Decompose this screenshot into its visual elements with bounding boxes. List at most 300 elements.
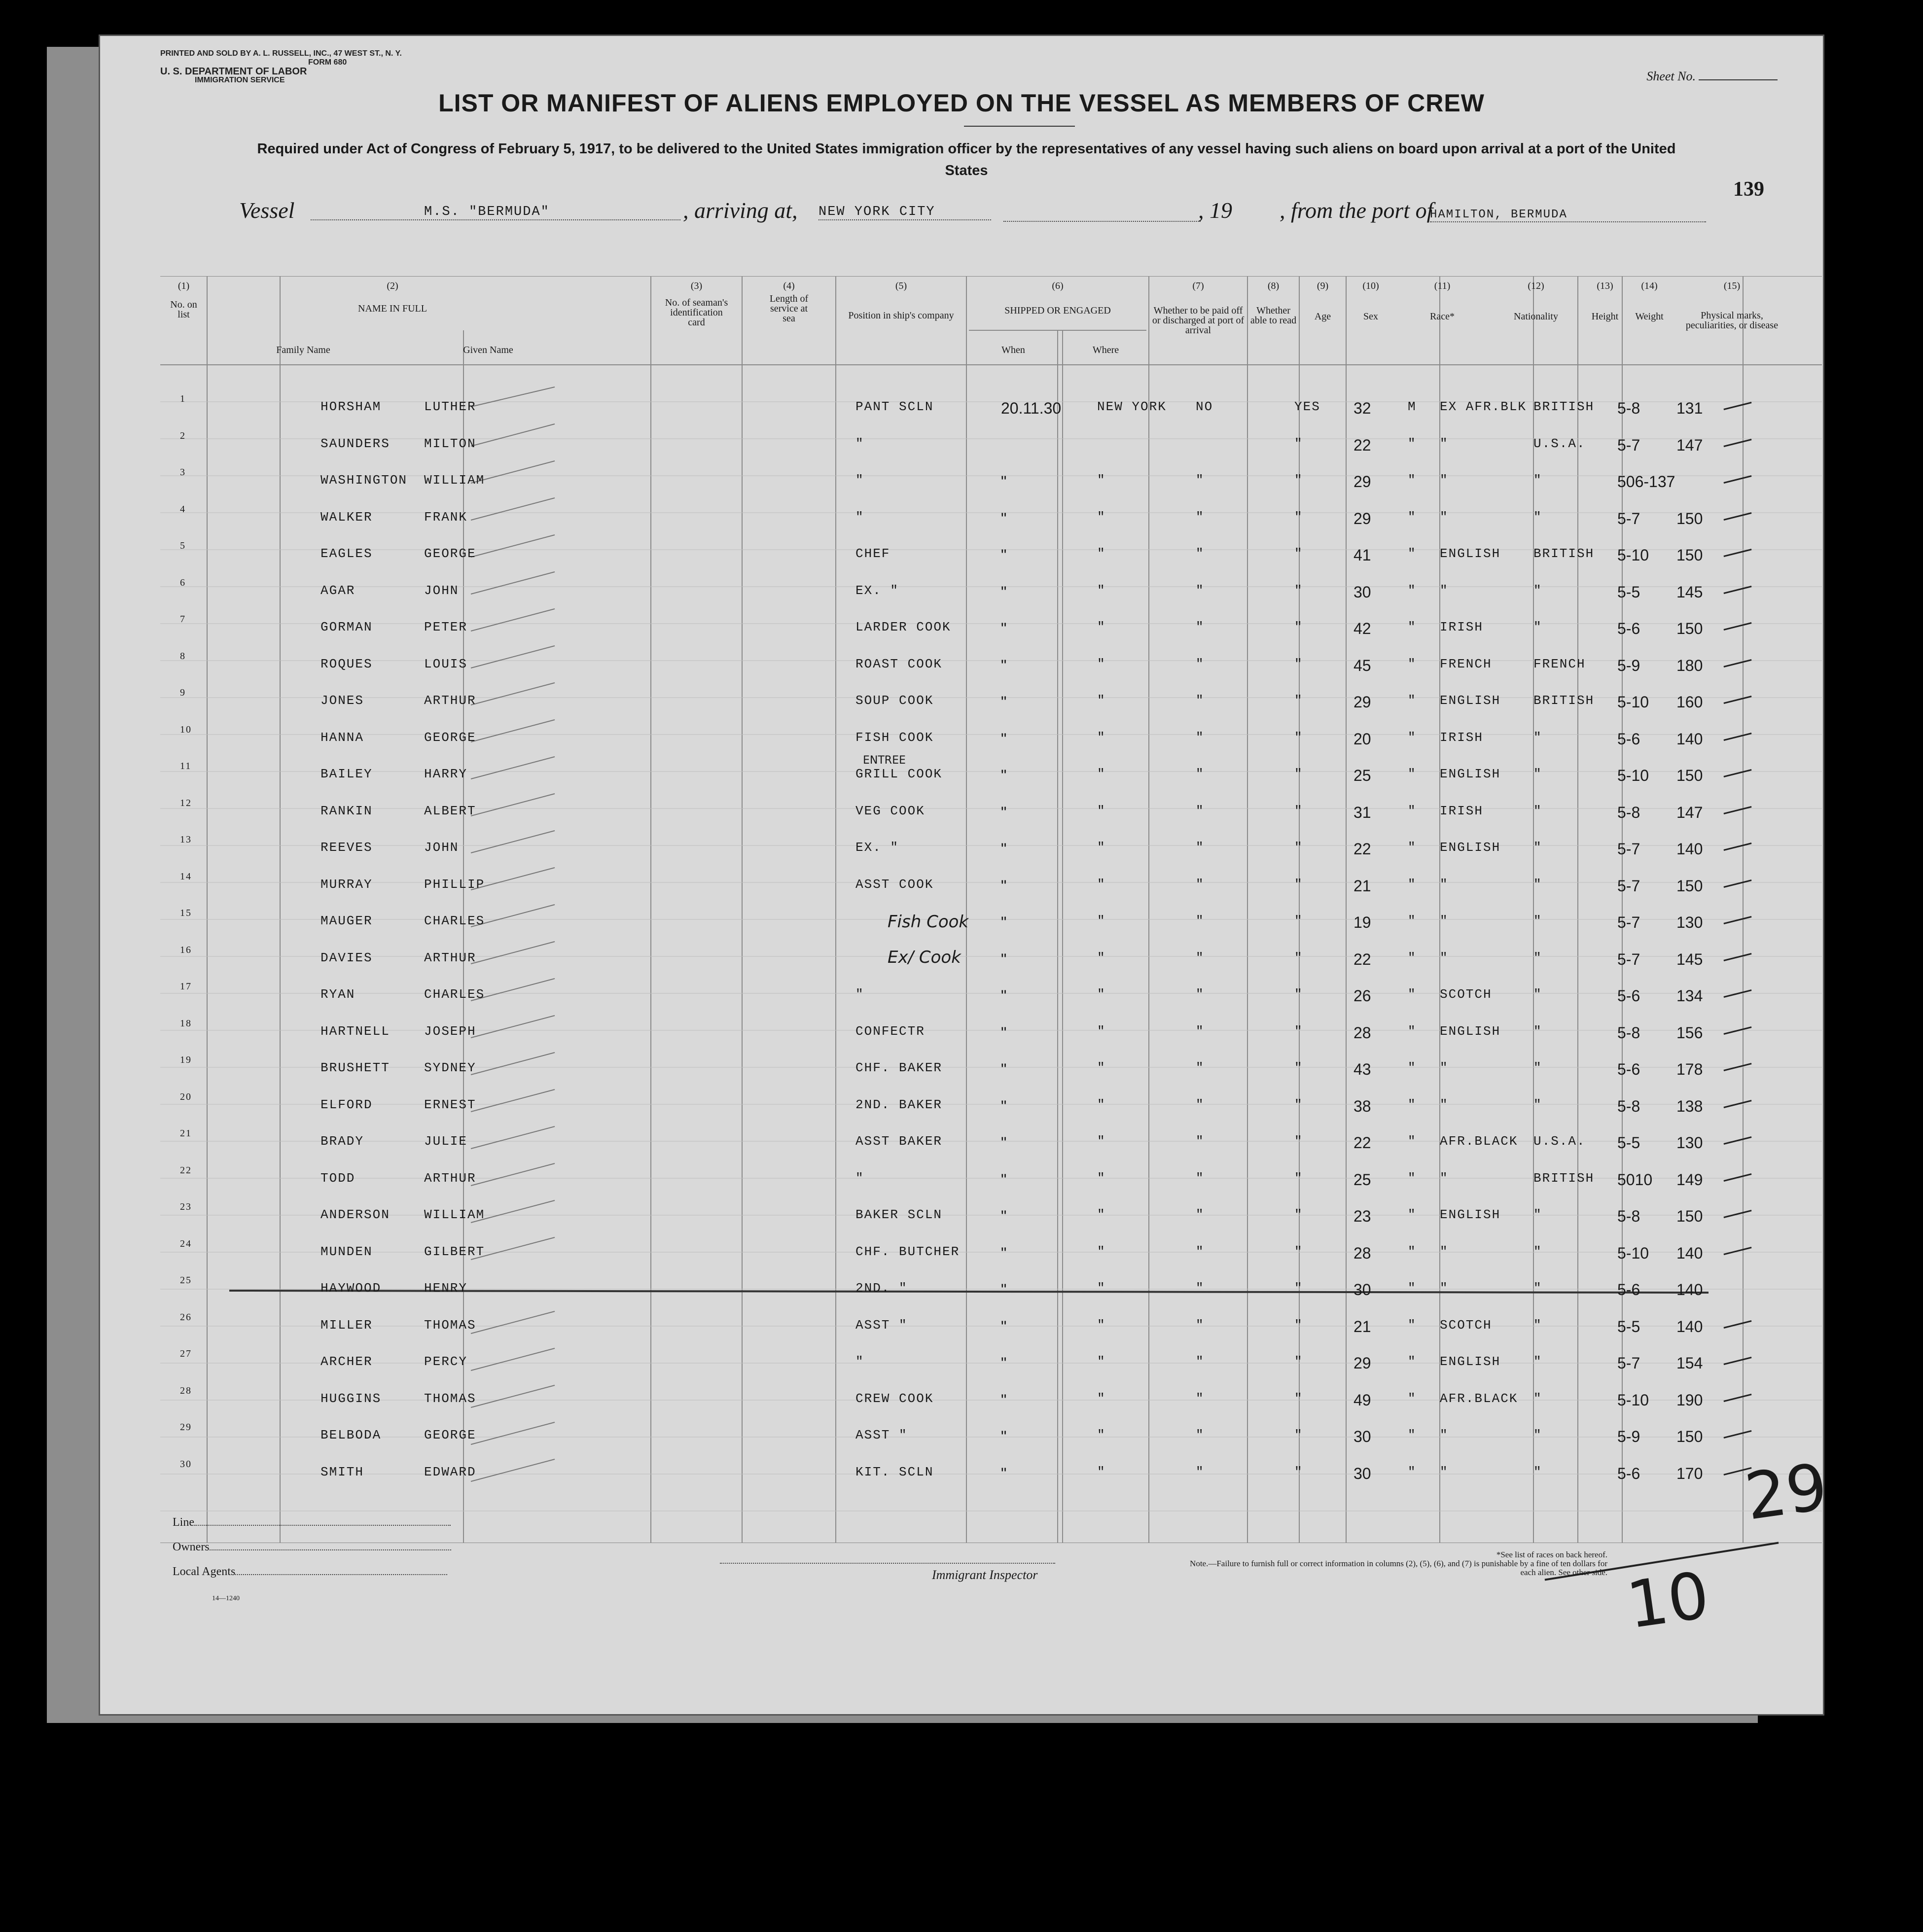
service-name: IMMIGRATION SERVICE — [195, 76, 285, 84]
sheet-number-label: Sheet No. — [1646, 69, 1696, 83]
sex: " — [1408, 1391, 1417, 1406]
check-mark — [1723, 806, 1751, 814]
nationality: " — [1533, 1281, 1542, 1296]
family-name: EAGLES — [320, 546, 373, 561]
shipped-when: " — [1001, 509, 1007, 527]
nationality: " — [1533, 840, 1542, 855]
position: ASST " — [855, 1317, 908, 1333]
able-to-read: " — [1294, 950, 1303, 965]
arriving-label: , arriving at, — [683, 198, 798, 223]
col-label: Weight — [1635, 311, 1664, 322]
able-to-read: " — [1294, 1207, 1303, 1222]
family-name: BRUSHETT — [320, 1060, 390, 1075]
height: 5-6 — [1617, 987, 1640, 1005]
row-number: 3 — [180, 467, 186, 478]
able-to-read: " — [1294, 1170, 1303, 1186]
family-name: MUNDEN — [320, 1244, 373, 1259]
position: " — [855, 436, 864, 451]
row-number: 6 — [180, 577, 186, 588]
sex: " — [1408, 656, 1417, 671]
check-mark — [1723, 586, 1751, 594]
given-name: JULIE — [424, 1134, 468, 1149]
position: " — [855, 987, 864, 1002]
given-name: CHARLES — [424, 987, 485, 1002]
race: IRISH — [1440, 730, 1484, 745]
nationality: " — [1533, 1060, 1542, 1075]
sex: " — [1408, 1244, 1417, 1259]
col-label: Height — [1591, 311, 1619, 322]
family-name: MURRAY — [320, 877, 373, 892]
height: 5-5 — [1617, 1134, 1640, 1152]
nationality: " — [1533, 1391, 1542, 1406]
col-sub-where: Where — [1092, 345, 1119, 355]
col-number: (10) — [1362, 281, 1379, 291]
position: SOUP COOK — [855, 693, 934, 708]
line-label: Line — [173, 1516, 194, 1529]
race: ENGLISH — [1440, 1207, 1501, 1222]
height: 5-10 — [1617, 546, 1649, 564]
weight: 149 — [1676, 1170, 1703, 1189]
nationality: " — [1533, 473, 1542, 488]
row-number: 19 — [180, 1054, 192, 1065]
shipped-when: " — [1001, 840, 1007, 858]
family-name: DAVIES — [320, 950, 373, 965]
sex: " — [1408, 987, 1417, 1002]
age: 32 — [1353, 399, 1371, 417]
paid-off: " — [1196, 1317, 1205, 1333]
age: 21 — [1353, 1317, 1371, 1335]
sex: " — [1408, 509, 1417, 525]
age: 25 — [1353, 767, 1371, 784]
row-number: 22 — [180, 1164, 192, 1176]
paid-off: " — [1196, 913, 1205, 928]
weight: 140 — [1676, 1244, 1703, 1262]
col-sub-given: Given Name — [463, 345, 513, 355]
shipped-where: " — [1097, 913, 1106, 928]
row-number: 9 — [180, 687, 186, 698]
shipped-when: " — [1001, 693, 1007, 711]
height: 5-8 — [1617, 1023, 1640, 1042]
row-number: 15 — [180, 908, 192, 918]
col-label: Age — [1314, 311, 1331, 322]
paid-off: " — [1196, 1464, 1205, 1479]
row-number: 20 — [180, 1091, 192, 1102]
col-number: (13) — [1597, 281, 1613, 291]
paid-off: " — [1196, 987, 1205, 1002]
arriving-port: NEW YORK CITY — [819, 205, 991, 220]
weight: 134 — [1676, 987, 1703, 1005]
sex: " — [1408, 1134, 1417, 1149]
col-label: Position in ship's company — [848, 310, 954, 321]
position: EX. " — [855, 840, 899, 855]
height: 5-6 — [1617, 1281, 1640, 1299]
sex: M — [1408, 399, 1417, 414]
nationality: " — [1533, 509, 1542, 525]
race: EX AFR.BLK — [1440, 399, 1527, 414]
col-number: (14) — [1641, 281, 1658, 291]
family-name: REEVES — [320, 840, 373, 855]
able-to-read: " — [1294, 656, 1303, 671]
race: " — [1440, 1244, 1449, 1259]
col-number: (9) — [1317, 281, 1329, 291]
owners-field — [173, 1541, 451, 1554]
given-name: WILLIAM — [424, 473, 485, 488]
check-mark — [1723, 402, 1751, 410]
owners-label: Owners — [173, 1541, 210, 1553]
able-to-read: " — [1294, 546, 1303, 561]
able-to-read: " — [1294, 987, 1303, 1002]
race: " — [1440, 1428, 1449, 1442]
sex: " — [1408, 1317, 1417, 1333]
check-mark — [1723, 879, 1751, 888]
shipped-when: " — [1001, 877, 1007, 895]
weight: 180 — [1676, 656, 1703, 674]
height: 5-5 — [1617, 583, 1640, 601]
nationality: " — [1533, 1464, 1542, 1479]
family-name: BELBODA — [320, 1428, 382, 1442]
paid-off: " — [1196, 583, 1205, 598]
row-number: 4 — [180, 503, 186, 515]
row16-position-handwritten: Ex/ Cook — [888, 948, 961, 967]
race: " — [1440, 877, 1449, 892]
weight: 154 — [1676, 1354, 1703, 1372]
check-mark — [1723, 1063, 1751, 1071]
check-mark — [1723, 1394, 1751, 1402]
sex: " — [1408, 1354, 1417, 1369]
height: 506-137 — [1617, 473, 1675, 491]
position: " — [855, 473, 864, 488]
row-number: 10 — [180, 724, 192, 735]
weight: 140 — [1676, 1281, 1703, 1299]
able-to-read: YES — [1294, 399, 1320, 414]
nationality: " — [1533, 803, 1542, 818]
sex: " — [1408, 1428, 1417, 1442]
col-label: Nationality — [1514, 311, 1558, 322]
weight: 130 — [1676, 913, 1703, 931]
shipped-where: " — [1097, 693, 1106, 708]
col-label: No. of seaman's identification card — [665, 297, 728, 328]
age: 45 — [1353, 656, 1371, 674]
family-name: GORMAN — [320, 620, 373, 634]
row-number: 25 — [180, 1275, 192, 1286]
nationality: " — [1533, 987, 1542, 1002]
shipped-when: 20.11.30 — [1001, 399, 1062, 417]
nationality: " — [1533, 1244, 1542, 1259]
page-subtitle: Required under Act of Congress of February 5, 1917, to be delivered to the United States immigration officer by the representatives of any vessel having such aliens on board upon arrival at a port of the United States — [257, 141, 1676, 178]
weight: 190 — [1676, 1391, 1703, 1409]
family-name: HANNA — [320, 730, 364, 745]
height: 5-10 — [1617, 767, 1649, 784]
check-mark — [1723, 696, 1751, 704]
age: 22 — [1353, 840, 1371, 858]
row-number: 2 — [180, 430, 186, 441]
race: " — [1440, 1281, 1449, 1296]
paid-off: " — [1196, 620, 1205, 634]
family-name: WALKER — [320, 509, 373, 525]
vessel-label: Vessel — [239, 198, 295, 223]
family-name: BAILEY — [320, 767, 373, 781]
shipped-where: " — [1097, 509, 1106, 525]
check-mark — [1723, 1320, 1751, 1329]
family-name: JONES — [320, 693, 364, 708]
race: " — [1440, 950, 1449, 965]
given-name: ARTHUR — [424, 1170, 476, 1186]
race: ENGLISH — [1440, 1354, 1501, 1369]
row-number: 24 — [180, 1238, 192, 1249]
given-name: GILBERT — [424, 1244, 485, 1259]
position: 2ND. BAKER — [855, 1097, 943, 1112]
given-name: ERNEST — [424, 1097, 476, 1112]
paid-off: " — [1196, 950, 1205, 965]
row-number: 17 — [180, 981, 192, 992]
age: 21 — [1353, 877, 1371, 895]
shipped-when: " — [1001, 913, 1007, 931]
race: AFR.BLACK — [1440, 1391, 1518, 1406]
col-label: Length of service at sea — [769, 293, 809, 324]
row-number: 13 — [180, 834, 192, 845]
col-number: (2) — [387, 281, 398, 291]
position: EX. " — [855, 583, 899, 598]
age: 28 — [1353, 1023, 1371, 1042]
shipped-where: " — [1097, 583, 1106, 598]
sex: " — [1408, 767, 1417, 781]
weight: 156 — [1676, 1023, 1703, 1042]
shipped-when: " — [1001, 1281, 1007, 1299]
position: ROAST COOK — [855, 656, 943, 671]
sex: " — [1408, 1207, 1417, 1222]
able-to-read: " — [1294, 583, 1303, 598]
height: 5-6 — [1617, 730, 1640, 748]
check-mark — [1723, 989, 1751, 998]
age: 49 — [1353, 1391, 1371, 1409]
given-name: PHILLIP — [424, 877, 485, 892]
shipped-when: " — [1001, 730, 1007, 748]
footer-notes — [1174, 1550, 1607, 1577]
paid-off: " — [1196, 1391, 1205, 1406]
able-to-read: " — [1294, 767, 1303, 781]
age: 29 — [1353, 693, 1371, 711]
given-name: FRANK — [424, 509, 468, 525]
height: 5-10 — [1617, 1244, 1649, 1262]
paid-off: " — [1196, 877, 1205, 892]
height: 5-8 — [1617, 1207, 1640, 1225]
paid-off: " — [1196, 1207, 1205, 1222]
height: 5-8 — [1617, 803, 1640, 821]
check-mark — [1723, 549, 1751, 557]
age: 31 — [1353, 803, 1371, 821]
nationality: " — [1533, 730, 1542, 745]
col-label: No. on list — [170, 299, 197, 320]
given-name: PETER — [424, 620, 468, 634]
given-name: EDWARD — [424, 1464, 476, 1479]
shipped-when: " — [1001, 583, 1007, 601]
able-to-read: " — [1294, 877, 1303, 892]
check-mark — [1723, 622, 1751, 631]
race: FRENCH — [1440, 656, 1492, 671]
paid-off: " — [1196, 509, 1205, 525]
race: " — [1440, 1464, 1449, 1479]
printer-line: PRINTED AND SOLD BY A. L. RUSSELL, INC., 47 WEST ST., N. Y. — [160, 49, 402, 58]
weight: 150 — [1676, 1207, 1703, 1225]
row-number: 1 — [180, 393, 186, 404]
race: SCOTCH — [1440, 1317, 1492, 1333]
able-to-read: " — [1294, 803, 1303, 818]
family-name: SAUNDERS — [320, 436, 390, 451]
col-number: (1) — [178, 281, 190, 291]
given-name: THOMAS — [424, 1391, 476, 1406]
given-name: SYDNEY — [424, 1060, 476, 1075]
position: ASST " — [855, 1428, 908, 1442]
row-number: 14 — [180, 871, 192, 882]
height: 5-9 — [1617, 1428, 1640, 1445]
paid-off: " — [1196, 1170, 1205, 1186]
col-label: Physical marks, peculiarities, or disease — [1685, 310, 1779, 331]
paid-off: " — [1196, 840, 1205, 855]
shipped-where: " — [1097, 1354, 1106, 1369]
family-name: HUGGINS — [320, 1391, 382, 1406]
shipped-where: " — [1097, 803, 1106, 818]
race: IRISH — [1440, 803, 1484, 818]
shipped-where: " — [1097, 473, 1106, 488]
nationality: " — [1533, 877, 1542, 892]
tally-bottom: 10 — [1622, 1557, 1714, 1643]
position: FISH COOK — [855, 730, 934, 745]
nationality: FRENCH — [1533, 656, 1586, 671]
given-name: GEORGE — [424, 1428, 476, 1442]
able-to-read: " — [1294, 1391, 1303, 1406]
shipped-where: " — [1097, 1170, 1106, 1186]
check-mark — [1723, 733, 1751, 741]
tally-top: 29 — [1741, 1449, 1832, 1535]
check-mark — [1723, 1247, 1751, 1255]
check-mark — [1723, 1136, 1751, 1145]
vessel-name: M.S. "BERMUDA" — [311, 205, 680, 220]
col-number: (15) — [1723, 281, 1741, 291]
position: CHEF — [855, 546, 890, 561]
given-name: THOMAS — [424, 1317, 476, 1333]
height: 5-8 — [1617, 1097, 1640, 1115]
weight: 145 — [1676, 950, 1703, 968]
nationality: U.S.A. — [1533, 1134, 1586, 1149]
able-to-read: " — [1294, 1097, 1303, 1112]
shipped-when: " — [1001, 950, 1007, 968]
shipped-where: " — [1097, 987, 1106, 1002]
sex: " — [1408, 583, 1417, 598]
family-name: MAUGER — [320, 913, 373, 928]
race: IRISH — [1440, 620, 1484, 634]
shipped-when: " — [1001, 1023, 1007, 1042]
height: 5010 — [1617, 1170, 1653, 1189]
check-mark — [1723, 475, 1751, 484]
page-number: 139 — [1733, 178, 1764, 201]
paid-off: " — [1196, 1428, 1205, 1442]
nationality: " — [1533, 1428, 1542, 1442]
age: 30 — [1353, 1428, 1371, 1445]
position: " — [855, 1170, 864, 1186]
shipped-when: " — [1001, 1391, 1007, 1409]
family-name: TODD — [320, 1170, 356, 1186]
weight: 147 — [1676, 436, 1703, 454]
family-name: HARTNELL — [320, 1023, 390, 1039]
position: GRILL COOK — [855, 767, 943, 781]
able-to-read: " — [1294, 840, 1303, 855]
family-name: BRADY — [320, 1134, 364, 1149]
col-label: Whether able to read — [1250, 305, 1297, 326]
shipped-when: " — [1001, 1317, 1007, 1335]
col-number: (6) — [1052, 281, 1064, 291]
age: 26 — [1353, 987, 1371, 1005]
form-code: 14—1240 — [212, 1595, 240, 1602]
shipped-where: " — [1097, 1317, 1106, 1333]
shipped-where: " — [1097, 656, 1106, 671]
nationality: " — [1533, 1207, 1542, 1222]
paid-off: " — [1196, 1281, 1205, 1296]
weight: 150 — [1676, 767, 1703, 784]
race: ENGLISH — [1440, 546, 1501, 561]
manifest-rows — [99, 35, 1824, 1716]
able-to-read: " — [1294, 730, 1303, 745]
weight: 145 — [1676, 583, 1703, 601]
position: BAKER SCLN — [855, 1207, 943, 1222]
nationality: " — [1533, 1354, 1542, 1369]
shipped-where: " — [1097, 877, 1106, 892]
check-mark — [1723, 1210, 1751, 1218]
given-name: ALBERT — [424, 803, 476, 818]
shipped-when: " — [1001, 1097, 1007, 1115]
race: " — [1440, 1170, 1449, 1186]
height: 5-7 — [1617, 840, 1640, 858]
shipped-where: " — [1097, 1134, 1106, 1149]
check-mark — [1723, 1173, 1751, 1182]
able-to-read: " — [1294, 913, 1303, 928]
shipped-when: " — [1001, 1428, 1007, 1445]
race: SCOTCH — [1440, 987, 1492, 1002]
given-name: PERCY — [424, 1354, 468, 1369]
given-name: ARTHUR — [424, 950, 476, 965]
check-mark — [1723, 843, 1751, 851]
able-to-read: " — [1294, 473, 1303, 488]
able-to-read: " — [1294, 1023, 1303, 1039]
paid-off: " — [1196, 1354, 1205, 1369]
sex: " — [1408, 620, 1417, 634]
shipped-when: " — [1001, 987, 1007, 1005]
nationality: " — [1533, 1023, 1542, 1039]
age: 29 — [1353, 509, 1371, 527]
shipped-when: " — [1001, 767, 1007, 784]
nationality: " — [1533, 767, 1542, 781]
position: LARDER COOK — [855, 620, 951, 634]
check-mark — [1723, 916, 1751, 924]
paid-off: " — [1196, 1134, 1205, 1149]
paid-off: " — [1196, 1023, 1205, 1039]
row-number: 30 — [180, 1458, 192, 1470]
shipped-where: " — [1097, 546, 1106, 561]
check-mark — [1723, 439, 1751, 447]
age: 30 — [1353, 583, 1371, 601]
nationality: U.S.A. — [1533, 436, 1586, 451]
able-to-read: " — [1294, 509, 1303, 525]
height: 5-6 — [1617, 1060, 1640, 1078]
nationality: BRITISH — [1533, 693, 1595, 708]
col-number: (8) — [1267, 281, 1280, 291]
row15-position-handwritten: Fish Cook — [888, 912, 969, 932]
able-to-read: " — [1294, 1060, 1303, 1075]
able-to-read: " — [1294, 1134, 1303, 1149]
shipped-where: " — [1097, 1281, 1106, 1296]
col-number: (12) — [1528, 281, 1544, 291]
race: " — [1440, 1097, 1449, 1112]
height: 5-7 — [1617, 877, 1640, 895]
